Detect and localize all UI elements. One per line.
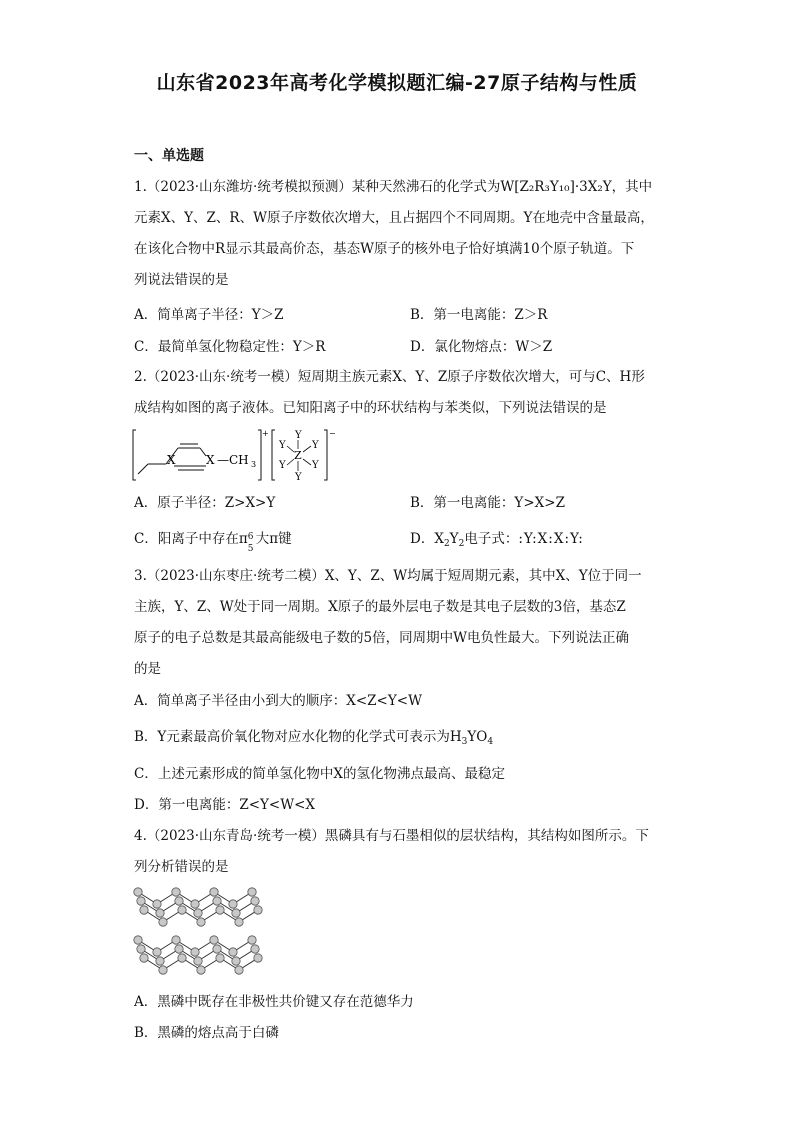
q3-line4: 的是: [134, 661, 161, 677]
phosphorus-atom: [178, 906, 186, 914]
phosphorus-atom: [213, 897, 221, 905]
phosphorus-atom: [134, 936, 142, 944]
phosphorus-atom: [153, 900, 161, 908]
anion-y-ll: Y: [279, 460, 286, 471]
q4-option-b: B．黑磷的熔点高于白磷: [134, 1025, 279, 1041]
anion-z: Z: [294, 449, 302, 462]
phosphorus-atom: [197, 966, 205, 974]
phosphorus-atom: [191, 900, 199, 908]
q2-option-b: B．第一电离能：Y>X>Z: [410, 495, 565, 511]
phosphorus-atom: [216, 954, 224, 962]
phosphorus-atom: [140, 954, 148, 962]
q3-option-c: C．上述元素形成的简单氢化物中X的氢化物沸点最高、最稳定: [134, 766, 505, 782]
phosphorus-atom: [137, 945, 145, 953]
phosphorus-atom: [153, 948, 161, 956]
q1-formula: W[Z₂R₃Y₁₀]·3X₂Y: [500, 179, 612, 195]
q1-line4: 列说法错误的是: [134, 272, 229, 288]
phosphorus-atom: [254, 906, 262, 914]
q3-line2: 主族，Y、Z、W处于同一周期。X原子的最外层电子数是其电子层数的3倍，基态Z: [134, 599, 626, 615]
methyl-group: —CH: [217, 453, 249, 467]
q4-option-a: A．黑磷中既存在非极性共价键又存在范德华力: [134, 994, 414, 1010]
cation-charge: +: [262, 429, 269, 438]
phosphorus-atom: [248, 936, 256, 944]
q3-option-b: B．Y元素最高价氧化物对应水化物的化学式可表示为$H_3YO_4$: [134, 729, 494, 747]
phosphorus-atom: [140, 906, 148, 914]
q1-option-c: C．最简单氢化物稳定性：Y＞R: [134, 339, 326, 355]
q2-option-a: A．原子半径：Z>X>Y: [134, 495, 276, 511]
anion-y-lr: Y: [312, 460, 319, 471]
phosphorus-atom: [172, 936, 180, 944]
atom-x-left: X: [167, 453, 176, 467]
phosphorus-atom: [137, 897, 145, 905]
phosphorus-atom: [235, 918, 243, 926]
phosphorus-atom: [254, 954, 262, 962]
phosphorus-atom: [194, 909, 202, 917]
q1-option-b: B．第一电离能：Z＞R: [410, 307, 548, 323]
phosphorus-atom: [175, 897, 183, 905]
q4-line2: 列分析错误的是: [134, 859, 229, 875]
atom-x-right: X: [206, 453, 215, 467]
q1-line2: 元素X、Y、Z、R、W原子序数依次增大，且占据四个不同周期。Y在地壳中含量最高，: [134, 210, 654, 226]
anion-y-ur: Y: [312, 440, 319, 451]
phosphorus-atom: [216, 906, 224, 914]
phosphorus-atom: [232, 909, 240, 917]
q3-line1: 3.（2023·山东枣庄·统考二模）X、Y、Z、W均属于短周期元素，其中X、Y位于同一: [134, 568, 642, 584]
q1-option-d: D．氯化物熔点：W＞Z: [410, 339, 553, 355]
phosphorus-atom: [248, 888, 256, 896]
q2-option-d: D．$X_2Y_2$电子式：:Y:X:X:Y:: [410, 531, 584, 549]
phosphorus-atom: [210, 888, 218, 896]
q3-option-a: A．简单离子半径由小到大的顺序：X<Z<Y<W: [134, 693, 422, 709]
q1-option-a: A．简单离子半径：Y＞Z: [134, 307, 284, 323]
black-phosphorus-figure: [132, 884, 282, 984]
phosphorus-atom: [232, 957, 240, 965]
phosphorus-atom: [194, 957, 202, 965]
phosphorus-atom: [156, 909, 164, 917]
anion-charge: −: [329, 429, 336, 438]
phosphorus-atom: [197, 918, 205, 926]
q2-line1: 2.（2023·山东·统考一模）短周期主族元素X、Y、Z原子序数依次增大，可与C、H形: [134, 369, 645, 385]
phosphorus-atom: [156, 957, 164, 965]
q3-line3: 原子的电子总数是其最高能级电子数的5倍，同周期中W电负性最大。下列说法正确: [134, 630, 629, 646]
q1-line3: 在该化合物中R显示其最高价态，基态W原子的核外电子恰好填满10个原子轨道。下: [134, 241, 635, 257]
phosphorus-atom: [235, 966, 243, 974]
page-title: 山东省2023年高考化学模拟题汇编-27原子结构与性质: [156, 72, 638, 94]
methyl-subscript: 3: [251, 460, 257, 469]
phosphorus-atom: [229, 948, 237, 956]
section-heading: 一、单选题: [134, 148, 204, 164]
phosphorus-atom: [210, 936, 218, 944]
ionic-liquid-structure: [132, 426, 342, 484]
phosphorus-atom: [178, 954, 186, 962]
phosphorus-atom: [191, 948, 199, 956]
anion-y-top: Y: [295, 430, 302, 441]
phosphorus-atom: [159, 966, 167, 974]
electron-dot-formula: :Y:X:X:Y:: [518, 531, 584, 547]
anion-y-ul: Y: [279, 440, 286, 451]
q2-line2: 成结构如图的离子液体。已知阳离子中的环状结构与苯类似，下列说法错误的是: [134, 400, 607, 416]
q3-option-d: D．第一电离能：Z<Y<W<X: [134, 797, 316, 813]
phosphorus-atom: [134, 888, 142, 896]
phosphorus-atom: [251, 897, 259, 905]
q2-option-c: C．阳离子中存在π 6 5 大π键: [134, 531, 292, 554]
q1-line1: 1.（2023·山东潍坊·统考模拟预测）某种天然沸石的化学式为W[Z₂R₃Y₁₀]·3X₂Y，其中: [134, 179, 653, 195]
phosphorus-atom: [229, 900, 237, 908]
q4-line1: 4.（2023·山东青岛·统考一模）黑磷具有与石墨相似的层状结构，其结构如图所示。下: [134, 828, 649, 844]
phosphorus-atom: [172, 888, 180, 896]
anion-y-bottom: Y: [295, 472, 302, 483]
phosphorus-atom: [159, 918, 167, 926]
phosphorus-atom: [251, 945, 259, 953]
phosphorus-atom: [213, 945, 221, 953]
phosphorus-atom: [175, 945, 183, 953]
